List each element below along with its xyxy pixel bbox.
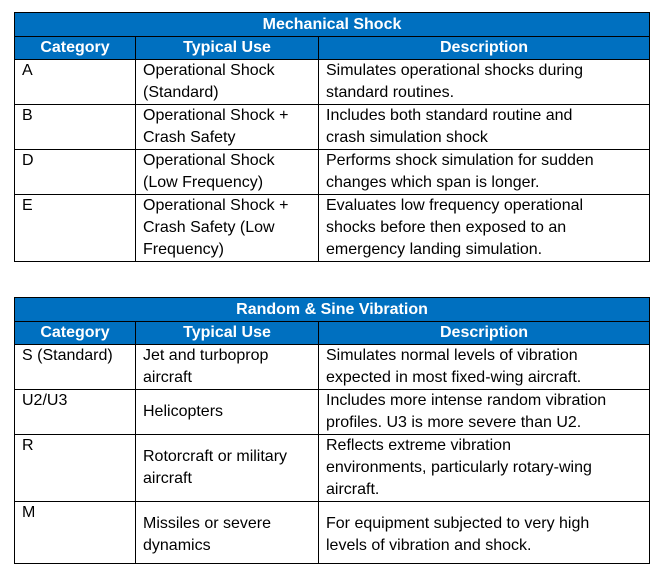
category-cell: D xyxy=(15,150,136,195)
header-description: Description xyxy=(319,322,650,345)
category-cell: E xyxy=(15,195,136,262)
text-line: Includes both standard routine and xyxy=(326,107,573,124)
text-line: Performs shock simulation for sudden xyxy=(326,152,594,169)
table-row xyxy=(15,105,650,150)
table-row xyxy=(15,195,650,262)
text-line: levels of vibration and shock. xyxy=(326,537,532,554)
description-cell xyxy=(319,435,650,502)
text-line: crash simulation shock xyxy=(326,129,488,146)
text-line: Operational Shock + xyxy=(143,197,289,214)
description-cell xyxy=(319,502,650,564)
random-sine-vibration-table xyxy=(14,297,650,564)
typical-use-cell xyxy=(136,60,319,105)
text-line: emergency landing simulation. xyxy=(326,241,543,258)
text-line: Evaluates low frequency operational xyxy=(326,197,584,214)
category-cell: S (Standard) xyxy=(15,345,136,390)
text-line: aircraft xyxy=(143,470,192,487)
typical-use-cell xyxy=(136,435,319,502)
description-cell xyxy=(319,105,650,150)
text-line: profiles. U3 is more severe than U2. xyxy=(326,414,582,431)
table-row xyxy=(15,150,650,195)
description-cell xyxy=(319,345,650,390)
text-line: dynamics xyxy=(143,537,211,554)
table-title: Random & Sine Vibration xyxy=(15,298,650,322)
typical-use-cell xyxy=(136,502,319,564)
text-line: Simulates normal levels of vibration xyxy=(326,347,578,364)
text-line: Rotorcraft or military xyxy=(143,448,288,465)
category-cell: A xyxy=(15,60,136,105)
typical-use-cell xyxy=(136,150,319,195)
category-cell: R xyxy=(15,435,136,502)
text-line: Missiles or severe xyxy=(143,515,272,532)
text-line: aircraft. xyxy=(326,481,380,498)
description-cell xyxy=(319,150,650,195)
text-line: changes which span is longer. xyxy=(326,174,540,191)
text-line: Jet and turboprop xyxy=(143,347,269,364)
text-line: aircraft xyxy=(143,369,192,386)
text-line: environments, particularly rotary-wing xyxy=(326,459,592,476)
description-cell xyxy=(319,60,650,105)
category-cell: B xyxy=(15,105,136,150)
text-line: Operational Shock + xyxy=(143,107,289,124)
text-line: shocks before then exposed to an xyxy=(326,219,567,236)
typical-use-cell xyxy=(136,105,319,150)
text-line: Crash Safety xyxy=(143,129,236,146)
text-line: expected in most fixed-wing aircraft. xyxy=(326,369,582,386)
table-row xyxy=(15,390,650,435)
description-cell xyxy=(319,195,650,262)
table-row xyxy=(15,435,650,502)
category-cell: M xyxy=(15,502,136,564)
text-line: Operational Shock xyxy=(143,152,275,169)
table-row xyxy=(15,345,650,390)
table-row xyxy=(15,502,650,564)
header-typical-use: Typical Use xyxy=(136,322,319,345)
text-line: (Low Frequency) xyxy=(143,174,264,191)
header-description: Description xyxy=(319,37,650,60)
table-row xyxy=(15,60,650,105)
typical-use-cell xyxy=(136,345,319,390)
category-cell: U2/U3 xyxy=(15,390,136,435)
text-line: Frequency) xyxy=(143,241,224,258)
text-line: Helicopters xyxy=(143,403,224,420)
header-category: Category xyxy=(15,37,136,60)
mechanical-shock-table xyxy=(14,12,650,262)
typical-use-cell xyxy=(136,390,319,435)
text-line: For equipment subjected to very high xyxy=(326,515,590,532)
text-line: Reflects extreme vibration xyxy=(326,437,511,454)
typical-use-cell xyxy=(136,195,319,262)
text-line: Simulates operational shocks during xyxy=(326,62,584,79)
description-cell xyxy=(319,390,650,435)
text-line: Includes more intense random vibration xyxy=(326,392,607,409)
text-line: Operational Shock xyxy=(143,62,275,79)
table-title: Mechanical Shock xyxy=(15,13,650,37)
header-typical-use: Typical Use xyxy=(136,37,319,60)
header-category: Category xyxy=(15,322,136,345)
text-line: Crash Safety (Low xyxy=(143,219,275,236)
text-line: standard routines. xyxy=(326,84,455,101)
text-line: (Standard) xyxy=(143,84,219,101)
